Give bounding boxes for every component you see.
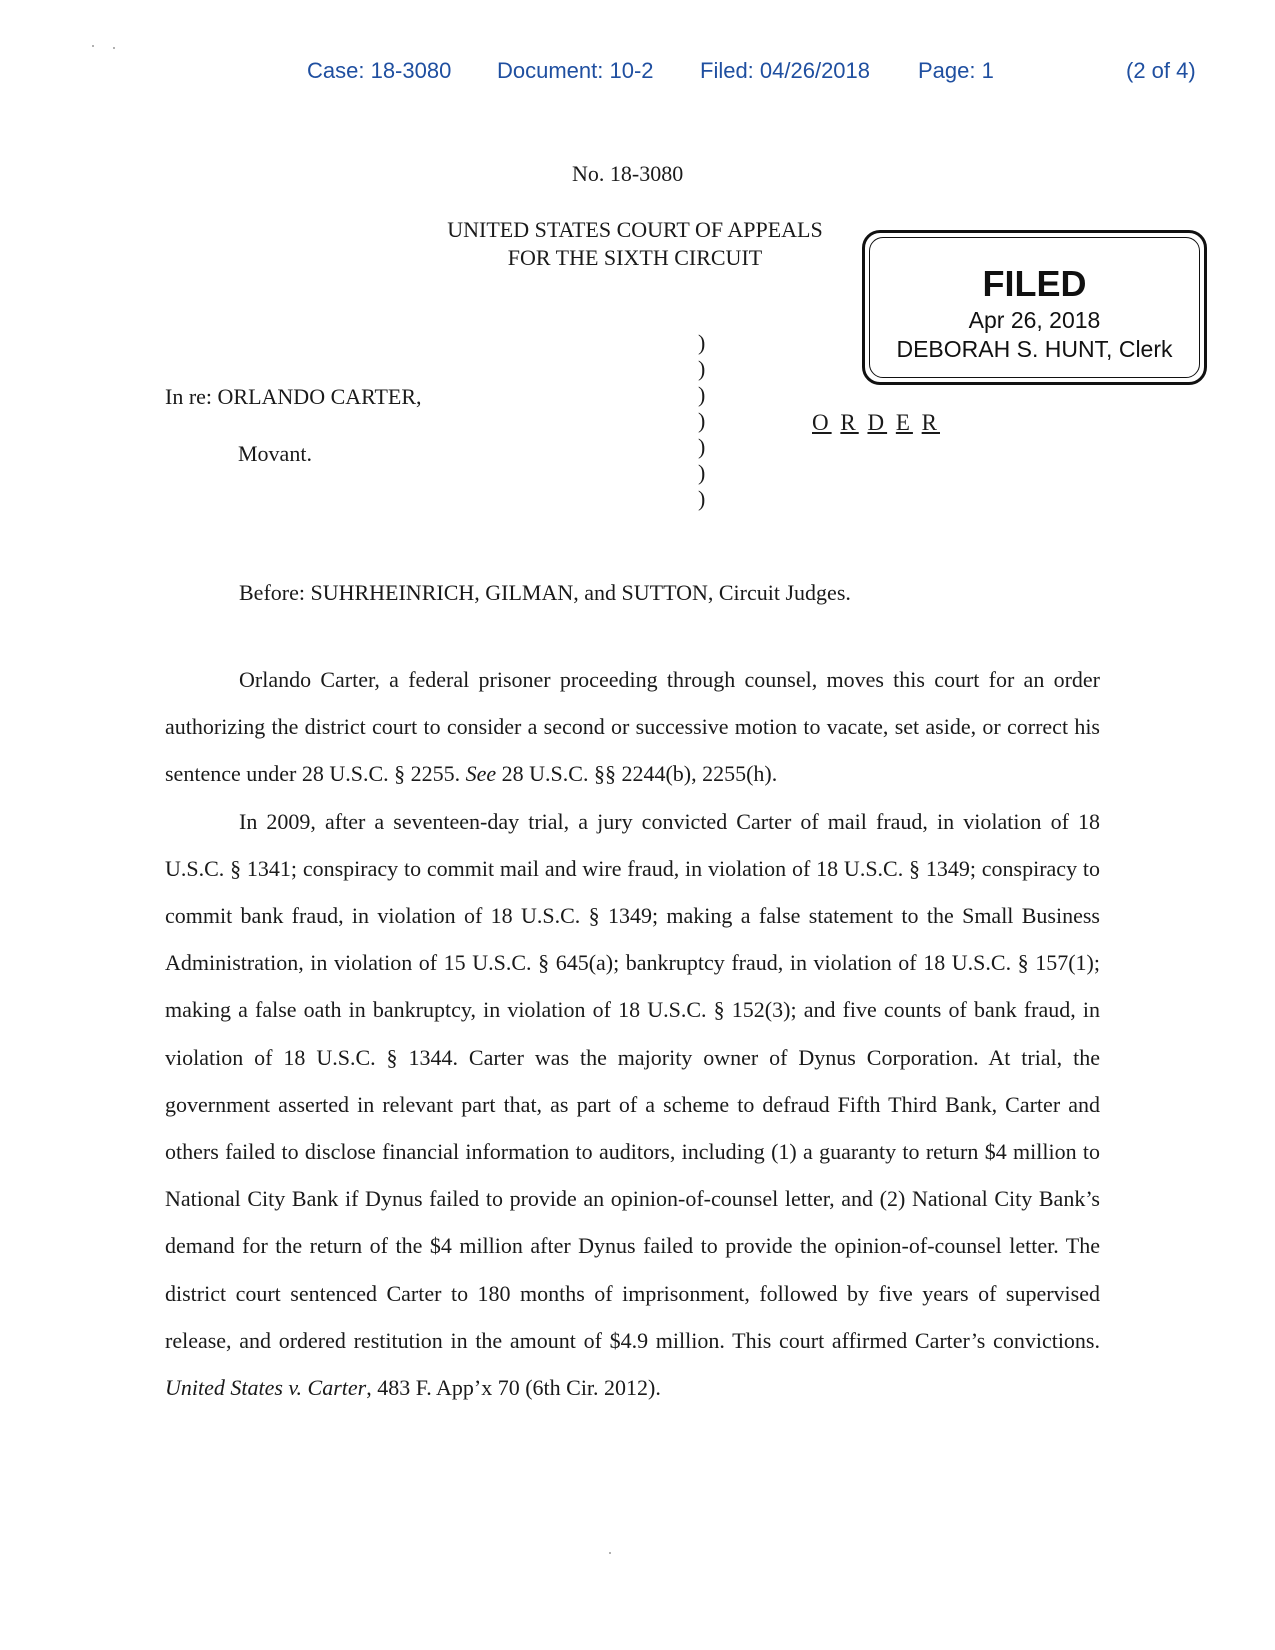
docket-number: No. 18-3080 (572, 161, 684, 186)
order-letter: R (921, 410, 940, 435)
stamp-title: FILED (982, 263, 1087, 304)
order-letter: R (840, 410, 859, 435)
scan-speck (609, 1552, 611, 1554)
court-name-line1: UNITED STATES COURT OF APPEALS (447, 217, 823, 242)
court-name-line2: FOR THE SIXTH CIRCUIT (507, 245, 763, 270)
caption-party: In re: ORLANDO CARTER, (165, 384, 422, 409)
paragraph-1-citation: 28 U.S.C. §§ 2244(b), 2255(h). (496, 761, 778, 787)
stamp-date: Apr 26, 2018 (968, 307, 1101, 333)
signal-see: See (465, 761, 497, 787)
header-case: Case: 18-3080 (307, 58, 452, 83)
bracket-paren: ) (698, 486, 706, 511)
paragraph-2 (165, 798, 1100, 1412)
paragraph-1-text: Orlando Carter, a federal prisoner proceeding through counsel, moves this court for an order authorizing the district court to consider a second or successive motion to vacate, set aside, or correct his sentence under 28 U.S.C. § 2255. (165, 667, 1100, 787)
bracket-paren: ) (698, 434, 706, 459)
order-letter: E (895, 410, 913, 435)
bracket-paren: ) (698, 408, 706, 433)
header-page: Page: 1 (918, 58, 994, 83)
paragraph-2-citation: , 483 F. App’x 70 (6th Cir. 2012). (366, 1375, 661, 1401)
filed-stamp (862, 230, 1207, 385)
caption-role: Movant. (238, 441, 312, 466)
caption-bracket (698, 330, 705, 512)
stamp-clerk: DEBORAH S. HUNT, Clerk (896, 336, 1173, 362)
header-page-count: (2 of 4) (1126, 58, 1196, 83)
case-name: United States v. Carter (165, 1375, 367, 1401)
order-letter: O (812, 410, 832, 435)
header-document: Document: 10-2 (497, 58, 654, 83)
panel-line: Before: SUHRHEINRICH, GILMAN, and SUTTON, Circuit Judges. (239, 580, 851, 605)
scan-speck (92, 45, 94, 47)
paragraph-2-text: In 2009, after a seventeen-day trial, a jury convicted Carter of mail fraud, in violation of 18 U.S.C. § 1341; conspiracy to commit mail and wire fraud, in violation of 18 U.S.C. § 1349; conspiracy to commit bank fraud, in violation of 18 U.S.C. § 1349; making a false statement to the Small Business Administration, in violation of 15 U.S.C. § 645(a); bankruptcy fraud, in violation of 18 U.S.C. § 157(1); making a false oath in bankruptcy, in violation of 18 U.S.C. § 152(3); and five counts of bank fraud, in violation of 18 U.S.C. § 1344. Carter was the majority owner of Dynus Corporation. At trial, the government asserted in relevant part that, as part of a scheme to defraud Fifth Third Bank, Carter and others failed to disclose financial information to auditors, including (1) a guaranty to return $4 million to National City Bank if Dynus failed to provide an opinion-of-counsel letter, and (2) National City Bank’s demand for the return of the $4 million after Dynus failed to provide the opinion-of-counsel letter. The district court sentenced Carter to 180 months of imprisonment, followed by five years of supervised release, and ordered restitution in the amount of $4.9 million. This court affirmed Carter’s convictions. (165, 808, 1100, 1353)
order-letter: D (867, 410, 888, 435)
order-body (165, 656, 1100, 1411)
header-filed: Filed: 04/26/2018 (700, 58, 871, 83)
bracket-paren: ) (698, 356, 706, 381)
bracket-paren: ) (698, 382, 706, 407)
paragraph-1 (165, 656, 1100, 798)
order-heading (812, 410, 940, 436)
scan-speck (113, 47, 115, 49)
bracket-paren: ) (698, 330, 706, 355)
bracket-paren: ) (698, 460, 706, 485)
